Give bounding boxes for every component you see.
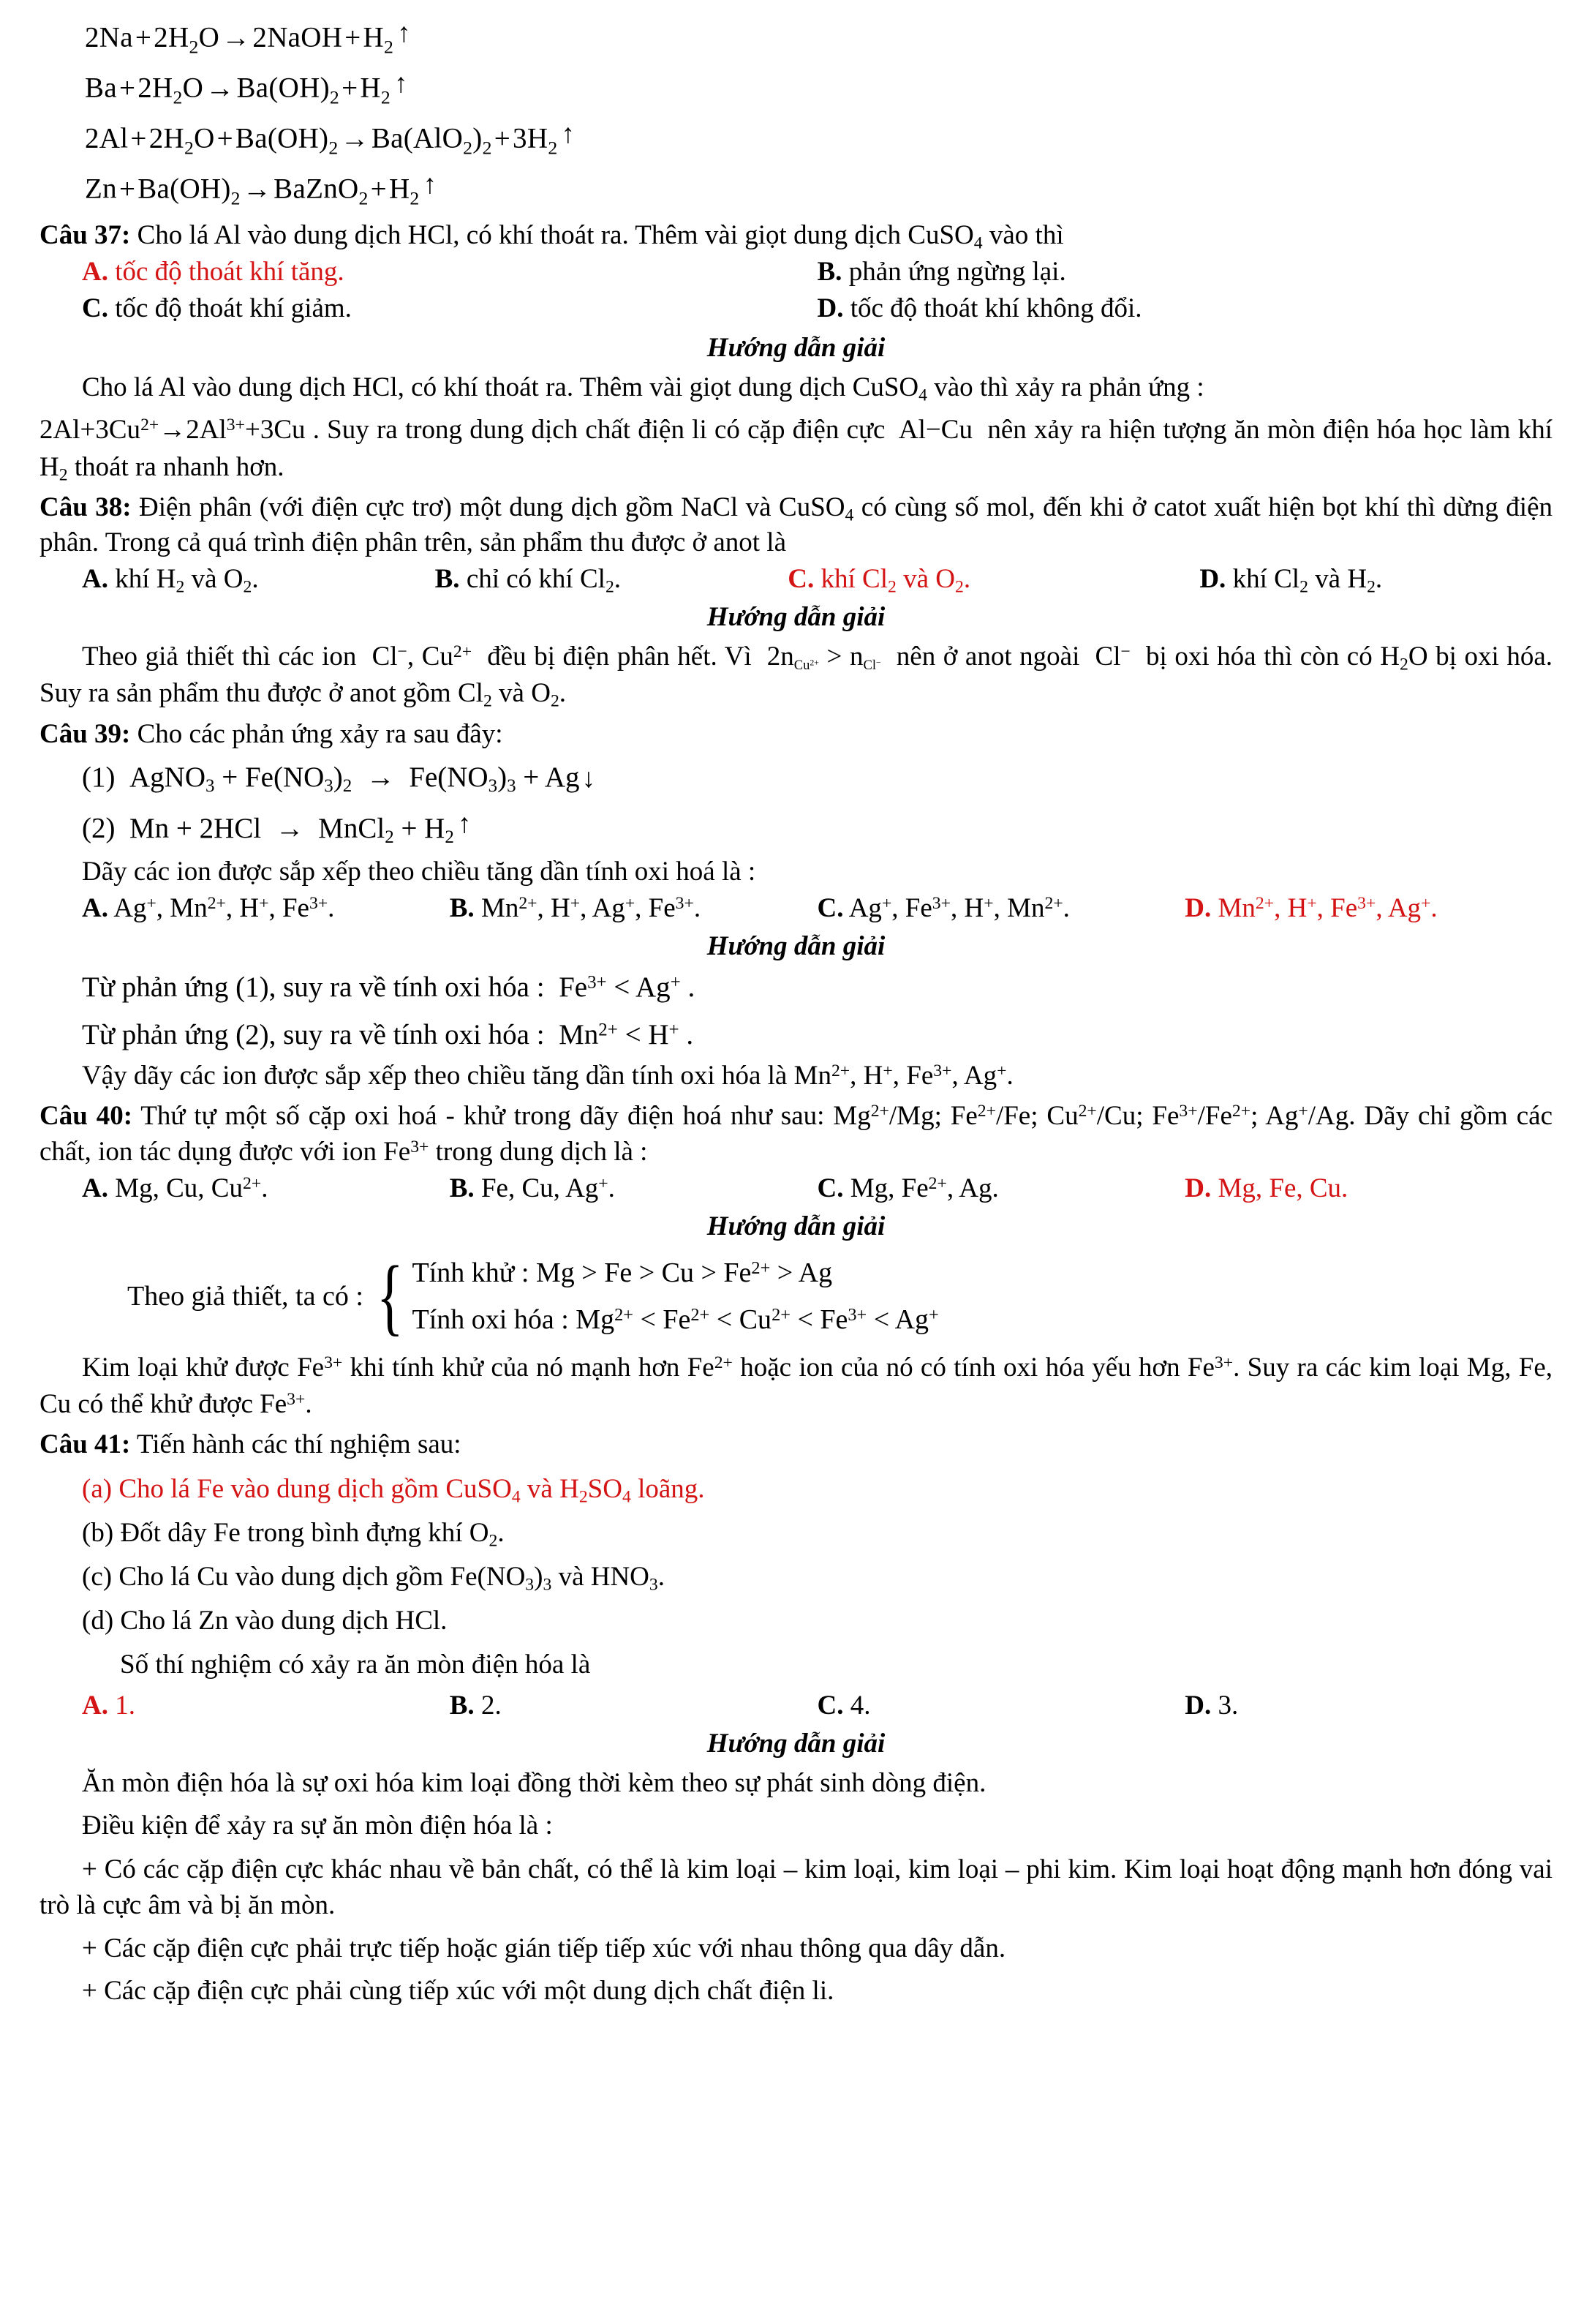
option-40-b[interactable] [450,1173,818,1204]
experiment-item-b: (b) Đốt dây Fe trong bình đựng khí $O_2$. [82,1517,505,1551]
option-38-b-text: chỉ có khí $Cl_2$. [466,564,622,597]
question-41-prompt: Số thí nghiệm có xảy ra ăn mòn điện hóa là [120,1649,591,1680]
option-39-b-key: B. [449,893,475,924]
option-37-d[interactable] [818,292,1553,326]
question-41-label: Câu 41: [39,1429,131,1460]
question-41-options [39,1690,1553,1721]
option-38-a-text: khí $H_2$ và $O_2$. [115,564,259,597]
option-37-b-text: phản ứng ngừng lại. [848,257,1066,287]
question-37-options-row2 [39,292,1553,326]
option-40-a-text: Mg, Cu, $Cu^{2+}$. [115,1173,268,1203]
option-37-a-key: A. [82,257,108,287]
option-40-a-key: A. [82,1173,108,1203]
solution-40-brace-block [39,1249,1553,1344]
equation-al-baoh2: $2Al+2H_2O+Ba(OH)_2\to Ba(AlO_2)_2+3H_2$ ↑ [85,119,576,159]
option-38-c-key: C. [788,564,815,595]
question-37-options-row1 [39,255,1553,289]
solution-40-row-reduction: Tính khử : $Mg > Fe > Cu > Fe^{2+} > Ag$ [412,1257,833,1288]
question-37 [39,218,1553,253]
option-40-d-text: Mg, Fe, Cu. [1218,1173,1348,1203]
question-38-options [39,563,1553,595]
equation-zn-baoh2: $Zn+Ba(OH)_2\to BaZnO_2+H_2$ ↑ [85,170,437,209]
option-37-c-key: C. [82,293,108,323]
question-38-stem: Điện phân (với điện cực trơ) một dung dịch gồm NaCl và CuSO$_4$ có cùng số mol, đến khi ở catot xuất hiện bọt khí thì dừng điện phân. Trong cả quá trình điện phân trên, sản phẩm thu được ở anot là [39,492,1553,557]
question-39 [39,717,1553,752]
option-37-d-key: D. [817,293,844,323]
solution-37-paragraph-2: $2Al+3Cu^{2+}\to 2Al^{3+}+3Cu$ . Suy ra trong dung dịch chất điện li có cặp điện cực Al−Cu nên xảy ra hiện tượng ăn mòn điện hóa học làm khí $H_2$ thoát ra nhanh hơn. [39,415,1553,485]
curly-brace-icon: { [376,1247,404,1344]
option-38-c-text: khí $Cl_2$ và $O_2$. [820,564,971,597]
option-38-a-key: A. [82,564,108,595]
condition-item-2: + Các cặp điện cực phải trực tiếp hoặc gián tiếp tiếp xúc với nhau thông qua dây dẫn. [82,1933,1006,1963]
option-38-a[interactable] [82,563,435,595]
solution-39-line-3: Vậy dãy các ion được sắp xếp theo chiều tăng dần tính oxi hóa là $Mn^{2+}$, H+, $Fe^{3+}$, Ag+. [82,1061,1014,1091]
solution-41-line-1: Ăn mòn điện hóa là sự oxi hóa kim loại đồng thời kèm theo sự phát sinh dòng điện. [82,1767,986,1798]
question-37-stem: Cho lá Al vào dung dịch HCl, có khí thoát ra. Thêm vài giọt dung dịch CuSO$_4$ vào thì [137,220,1064,253]
option-39-a-text: Ag+, $Mn^{2+}$, H+, $Fe^{3+}$. [113,893,335,924]
option-39-a[interactable] [82,892,450,924]
option-37-d-text: tốc độ thoát khí không đổi. [850,293,1142,323]
option-41-d-key: D. [1185,1690,1212,1721]
solution-40-row-oxidation: Tính oxi hóa : $Mg^{2+} < Fe^{2+} < Cu^{2+} < Fe^{3+} < Ag^+$ [412,1304,939,1336]
solution-39-line-1: Từ phản ứng (1), suy ra về tính oxi hóa : $Fe^{3+} < Ag^+$ . [82,971,695,1004]
option-39-b[interactable] [450,892,818,924]
option-41-b[interactable] [450,1690,818,1721]
option-38-d-text: khí $Cl_2$ và $H_2$. [1232,564,1383,597]
option-41-d-text: 3. [1218,1690,1239,1721]
question-39-options [39,892,1553,924]
option-37-c[interactable] [82,292,818,326]
option-38-d[interactable] [1199,563,1553,595]
reaction-39-1 [39,756,1553,800]
solution-40-brace-rows [411,1249,939,1344]
option-40-c-key: C. [817,1173,844,1203]
equation-na-h2o: $2Na+2H_2O\to 2NaOH+H_2$ ↑ [85,18,411,58]
option-41-b-text: 2. [480,1690,502,1721]
option-38-d-key: D. [1199,564,1226,595]
solution-heading-39: Hướng dẫn giải [706,931,886,962]
option-41-c-text: 4. [850,1690,871,1721]
reaction-39-2-num: (2) [82,812,116,844]
experiment-item-c: (c) Cho lá Cu vào dung dịch gồm $Fe(NO_3)_3$ và $HNO_3$. [82,1561,665,1595]
question-38 [39,490,1553,560]
option-40-b-key: B. [449,1173,475,1203]
option-41-a-text: 1. [115,1690,135,1721]
experiment-item-a: (a) Cho lá Fe vào dung dịch gồm CuSO$_4$ và $H_2SO_4$ loãng. [82,1473,705,1507]
option-37-c-text: tốc độ thoát khí giảm. [115,293,352,323]
question-39-prompt: Dãy các ion được sắp xếp theo chiều tăng dần tính oxi hoá là : [82,857,756,887]
question-41 [39,1427,1553,1462]
question-40-label: Câu 40: [39,1101,133,1132]
option-37-a[interactable] [82,255,818,289]
option-40-b-text: Fe, Cu, Ag+. [480,1173,615,1203]
option-41-d[interactable] [1185,1690,1553,1721]
option-40-d[interactable] [1185,1173,1553,1204]
condition-item-3: + Các cặp điện cực phải cùng tiếp xúc với một dung dịch chất điện li. [82,1976,834,2007]
solution-38-paragraph: Theo giả thiết thì các ion Cl−, $Cu^{2+}$ đều bị điện phân hết. Vì 2nCu$^{2+}$ > nCl− nên ở anot ngoài Cl− bị oxi hóa thì còn có $H_2O$ bị oxi hóa. Suy ra sản phẩm thu được ở anot gồm $Cl_2$ và $O_2$. [39,642,1553,712]
question-39-stem: Cho các phản ứng xảy ra sau đây: [137,718,503,749]
option-39-c[interactable] [818,892,1185,924]
reaction-39-2 [39,804,1553,850]
option-39-a-key: A. [82,893,108,924]
solution-heading-40: Hướng dẫn giải [706,1211,886,1241]
question-38-label: Câu 38: [39,492,132,522]
reaction-39-1-body: AgNO$_3$ + $Fe(NO_3)_2 \to Fe(NO_3)_3$ + Ag↓ [129,761,596,796]
solution-heading-37: Hướng dẫn giải [706,332,886,363]
question-40-stem: Thứ tự một số cặp oxi hoá - khử trong dãy điện hoá như sau: $Mg^{2+}/Mg$; $Fe^{2+}/Fe$; $Cu^{2+}/Cu$; $Fe^{3+}/Fe^{2+}$; Ag+/Ag. Dãy chỉ gồm các chất, ion tác dụng được với ion $Fe^{3+}$ trong dung dịch là : [39,1101,1553,1167]
option-38-b[interactable] [435,563,788,595]
solution-40-brace-label: Theo giả thiết, ta có : [127,1281,363,1312]
option-37-b-key: B. [817,257,842,287]
option-37-a-text: tốc độ thoát khí tăng. [115,257,344,287]
solution-heading-38: Hướng dẫn giải [706,602,886,633]
option-38-b-key: B. [434,564,460,595]
solution-39-line-2: Từ phản ứng (2), suy ra về tính oxi hóa : $Mn^{2+} < H^+$ . [82,1018,694,1050]
option-39-c-key: C. [817,893,844,924]
question-37-label: Câu 37: [39,220,131,251]
option-41-c-key: C. [817,1690,844,1721]
experiment-item-d: (d) Cho lá Zn vào dung dịch HCl. [82,1605,448,1636]
condition-item-1: + Có các cặp điện cực khác nhau về bản chất, có thể là kim loại – kim loại, kim loại – phi kim. Kim loại hoạt động mạnh hơn đóng vai trò là cực âm và bị ăn mòn. [39,1854,1553,1921]
option-41-b-key: B. [449,1690,475,1721]
option-39-d-key: D. [1185,893,1212,924]
option-37-b[interactable] [818,255,1553,289]
option-40-c[interactable] [818,1173,1185,1204]
option-41-c[interactable] [818,1690,1185,1721]
question-40-options [39,1173,1553,1204]
solution-heading-41: Hướng dẫn giải [706,1728,886,1759]
option-41-a-key: A. [82,1690,108,1721]
question-40 [39,1099,1553,1169]
option-39-d-text: $Mn^{2+}$, H+, $Fe^{3+}$, Ag+. [1218,893,1438,924]
option-40-c-text: Mg, $Fe^{2+}$, Ag. [850,1173,999,1203]
question-39-label: Câu 39: [39,718,131,749]
equation-list [39,12,1553,214]
reaction-39-1-num: (1) [82,761,116,793]
solution-37-paragraph-1: Cho lá Al vào dung dịch HCl, có khí thoát ra. Thêm vài giọt dung dịch CuSO$_4$ vào thì xảy ra phản ứng : [82,372,1204,405]
option-38-c[interactable] [788,563,1199,595]
option-40-d-key: D. [1185,1173,1212,1203]
question-41-stem: Tiến hành các thí nghiệm sau: [136,1429,461,1460]
reaction-39-2-body: Mn + 2HCl → MnCl$_2$ + $H_2$ ↑ [129,808,472,847]
option-40-a[interactable] [82,1173,450,1204]
solution-41-line-2: Điều kiện để xảy ra sự ăn mòn điện hóa là : [82,1810,553,1841]
option-39-b-text: $Mn^{2+}$, H+, Ag+, $Fe^{3+}$. [480,893,701,924]
option-39-d[interactable] [1185,892,1553,924]
equation-ba-h2o: $Ba+2H_2O\to Ba(OH)_2+H_2$ ↑ [85,69,408,108]
option-41-a[interactable] [82,1690,450,1721]
solution-40-paragraph: Kim loại khử được $Fe^{3+}$ khi tính khử của nó mạnh hơn $Fe^{2+}$ hoặc ion của nó có tính oxi hóa yếu hơn $Fe^{3+}$. Suy ra các kim loại Mg, Fe, Cu có thể khử được $Fe^{3+}$. [39,1352,1553,1420]
option-39-c-text: Ag+, $Fe^{3+}$, H+, $Mn^{2+}$. [848,893,1070,924]
